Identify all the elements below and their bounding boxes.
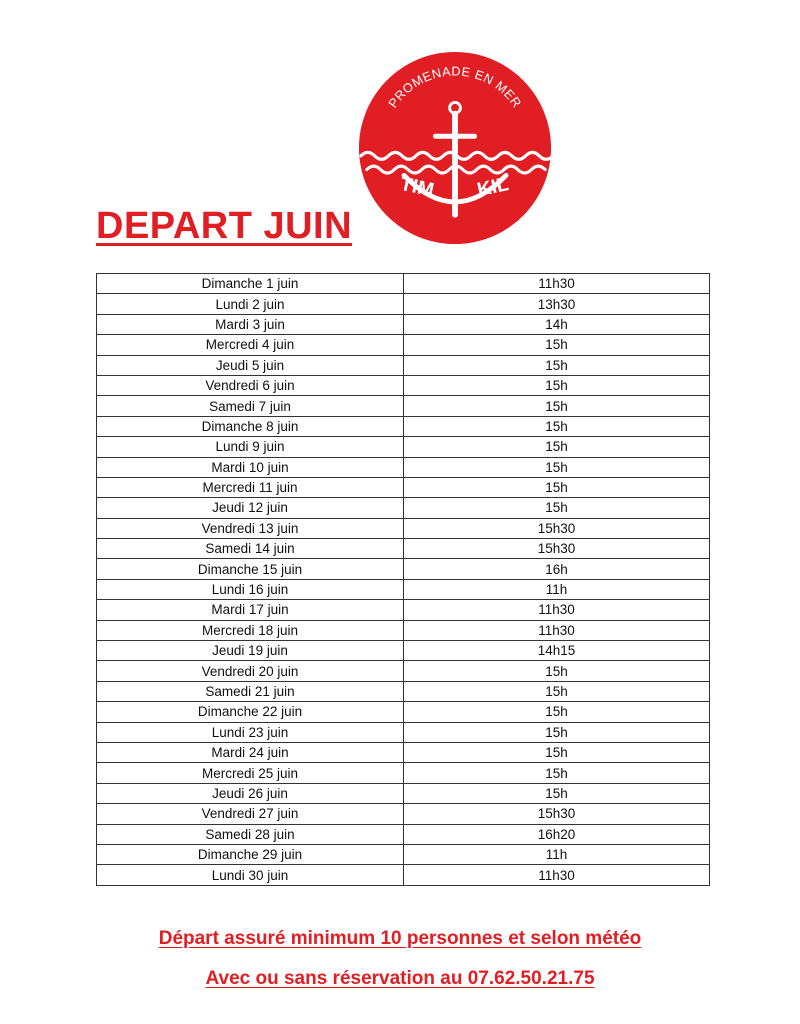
time-cell: 15h <box>404 457 710 477</box>
schedule-body <box>97 274 710 886</box>
table-row <box>97 661 710 681</box>
day-cell: Mardi 17 juin <box>97 600 404 620</box>
time-cell: 11h30 <box>404 274 710 294</box>
day-cell: Vendredi 20 juin <box>97 661 404 681</box>
time-cell: 15h <box>404 375 710 395</box>
table-row <box>97 600 710 620</box>
time-cell: 15h30 <box>404 539 710 559</box>
time-cell: 15h30 <box>404 518 710 538</box>
day-cell: Jeudi 12 juin <box>97 498 404 518</box>
day-cell: Samedi 7 juin <box>97 396 404 416</box>
time-cell: 13h30 <box>404 294 710 314</box>
table-row <box>97 335 710 355</box>
day-cell: Samedi 28 juin <box>97 824 404 844</box>
day-cell: Dimanche 8 juin <box>97 416 404 436</box>
day-cell: Jeudi 5 juin <box>97 355 404 375</box>
time-cell: 15h <box>404 661 710 681</box>
day-cell: Mardi 24 juin <box>97 742 404 762</box>
table-row <box>97 579 710 599</box>
time-cell: 11h30 <box>404 620 710 640</box>
day-cell: Dimanche 29 juin <box>97 844 404 864</box>
table-row <box>97 681 710 701</box>
logo-brand-left: TIM <box>398 172 436 202</box>
table-row <box>97 865 710 885</box>
minimum-notice: Départ assuré minimum 10 personnes et selon météo <box>158 928 642 949</box>
day-cell: Jeudi 19 juin <box>97 641 404 661</box>
time-cell: 15h <box>404 335 710 355</box>
table-row <box>97 437 710 457</box>
table-row <box>97 742 710 762</box>
day-cell: Lundi 30 juin <box>97 865 404 885</box>
time-cell: 16h <box>404 559 710 579</box>
table-row <box>97 804 710 824</box>
time-cell: 14h <box>404 314 710 334</box>
day-cell: Jeudi 26 juin <box>97 783 404 803</box>
table-row <box>97 274 710 294</box>
time-cell: 15h <box>404 742 710 762</box>
page-title: DEPART JUIN <box>96 205 353 247</box>
table-row <box>97 539 710 559</box>
day-cell: Lundi 16 juin <box>97 579 404 599</box>
table-row <box>97 824 710 844</box>
table-row <box>97 477 710 497</box>
day-cell: Mardi 10 juin <box>97 457 404 477</box>
time-cell: 15h30 <box>404 804 710 824</box>
day-cell: Mercredi 4 juin <box>97 335 404 355</box>
table-row <box>97 375 710 395</box>
schedule-table <box>96 273 710 886</box>
day-cell: Dimanche 1 juin <box>97 274 404 294</box>
time-cell: 11h <box>404 579 710 599</box>
table-row <box>97 783 710 803</box>
logo-arc-text: PROMENADE EN MER <box>385 63 525 111</box>
table-row <box>97 641 710 661</box>
time-cell: 15h <box>404 498 710 518</box>
time-cell: 11h <box>404 844 710 864</box>
table-row <box>97 498 710 518</box>
day-cell: Lundi 2 juin <box>97 294 404 314</box>
time-cell: 11h30 <box>404 865 710 885</box>
day-cell: Samedi 14 juin <box>97 539 404 559</box>
time-cell: 15h <box>404 681 710 701</box>
day-cell: Dimanche 22 juin <box>97 702 404 722</box>
table-row <box>97 518 710 538</box>
table-row <box>97 457 710 477</box>
time-cell: 15h <box>404 355 710 375</box>
table-row <box>97 416 710 436</box>
day-cell: Vendredi 13 juin <box>97 518 404 538</box>
time-cell: 14h15 <box>404 641 710 661</box>
day-cell: Vendredi 27 juin <box>97 804 404 824</box>
table-row <box>97 620 710 640</box>
time-cell: 15h <box>404 396 710 416</box>
table-row <box>97 844 710 864</box>
time-cell: 16h20 <box>404 824 710 844</box>
table-row <box>97 763 710 783</box>
day-cell: Vendredi 6 juin <box>97 375 404 395</box>
table-row <box>97 294 710 314</box>
time-cell: 15h <box>404 477 710 497</box>
promenade-en-mer-logo <box>357 50 553 246</box>
day-cell: Mardi 3 juin <box>97 314 404 334</box>
table-row <box>97 355 710 375</box>
table-row <box>97 559 710 579</box>
time-cell: 15h <box>404 702 710 722</box>
table-row <box>97 702 710 722</box>
table-row <box>97 722 710 742</box>
day-cell: Mercredi 18 juin <box>97 620 404 640</box>
day-cell: Lundi 23 juin <box>97 722 404 742</box>
table-row <box>97 314 710 334</box>
time-cell: 15h <box>404 763 710 783</box>
day-cell: Dimanche 15 juin <box>97 559 404 579</box>
time-cell: 15h <box>404 416 710 436</box>
time-cell: 15h <box>404 437 710 457</box>
table-row <box>97 396 710 416</box>
reservation-notice: Avec ou sans réservation au 07.62.50.21.75 <box>205 968 595 989</box>
day-cell: Mercredi 25 juin <box>97 763 404 783</box>
day-cell: Lundi 9 juin <box>97 437 404 457</box>
time-cell: 15h <box>404 722 710 742</box>
day-cell: Samedi 21 juin <box>97 681 404 701</box>
time-cell: 11h30 <box>404 600 710 620</box>
time-cell: 15h <box>404 783 710 803</box>
day-cell: Mercredi 11 juin <box>97 477 404 497</box>
logo-brand-right: KIL <box>475 173 511 202</box>
